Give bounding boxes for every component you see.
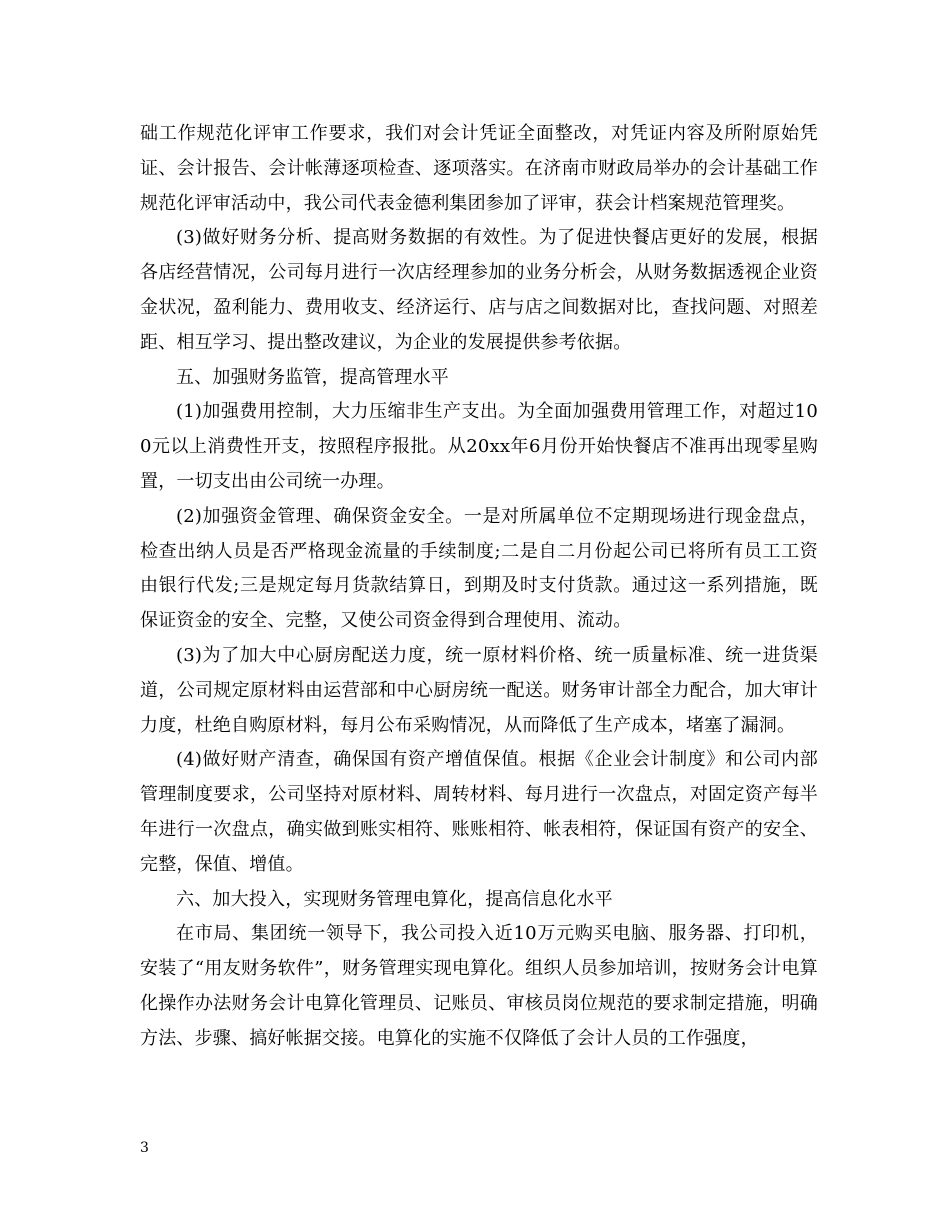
paragraph-central-kitchen: (3)为了加大中心厨房配送力度，统一原材料价格、统一质量标准、统一进货渠道，公司规定原材料由运营部和中心厨房统一配送。财务审计部全力配合，加大审计力度，杜绝自购原材料，每月公布采购情况，从而降低了生产成本，堵塞了漏洞。	[140, 644, 818, 736]
paragraph-continuation: 础工作规范化评审工作要求，我们对会计凭证全面整改，对凭证内容及所附原始凭证、会计报告、会计帐薄逐项检查、逐项落实。在济南市财政局举办的会计基础工作规范化评审活动中，我公司代表金德利集团参加了评审，获会计档案规范管理奖。	[140, 123, 818, 214]
page-number: 3	[140, 1140, 149, 1156]
document-body	[140, 117, 818, 1057]
paragraph-fund-management: (2)加强资金管理、确保资金安全。一是对所属单位不定期现场进行现金盘点，检查出纳人员是否严格现金流量的手续制度;二是自二月份起公司已将所有员工工资由银行代发;三是规定每月货款结算日，到期及时支付货款。通过这一系列措施，既保证资金的安全、完整，又使公司资金得到合理使用、流动。	[140, 505, 818, 632]
paragraph-cost-control: (1)加强费用控制，大力压缩非生产支出。为全面加强费用管理工作，对超过100元以上消费性开支，按照程序报批。从20xx年6月份开始快餐店不准再出现零星购置，一切支出由公司统一办理。	[140, 401, 818, 492]
section-heading-six: 六、加大投入，实现财务管理电算化，提高信息化水平	[176, 888, 613, 910]
paragraph-financial-analysis: (3)做好财务分析、提高财务数据的有效性。为了促进快餐店更好的发展，根据各店经营情况，公司每月进行一次店经理参加的业务分析会，从财务数据透视企业资金状况，盈利能力、费用收支、经济运行、店与店之间数据对比，查找问题、对照差距、相互学习、提出整改建议，为企业的发展提供参考依据。	[140, 227, 818, 353]
paragraph-computerization: 在市局、集团统一领导下，我公司投入近10万元购买电脑、服务器、打印机，安装了“用友财务软件”，财务管理实现电算化。组织人员参加培训，按财务会计电算化操作办法财务会计电算化管理员、记账员、审核员岗位规范的要求制定措施，明确方法、步骤、搞好帐据交接。电算化的实施不仅降低了会计人员的工作强度，	[140, 923, 818, 1049]
section-heading-five: 五、加强财务监管，提高管理水平	[176, 366, 449, 388]
paragraph-asset-inventory: (4)做好财产清查，确保国有资产增值保值。根据《企业会计制度》和公司内部管理制度要求，公司坚持对原材料、周转材料、每月进行一次盘点，对固定资产每半年进行一次盘点，确实做到账实相符、账账相符、帐表相符，保证国有资产的安全、完整，保值、增值。	[140, 749, 818, 875]
